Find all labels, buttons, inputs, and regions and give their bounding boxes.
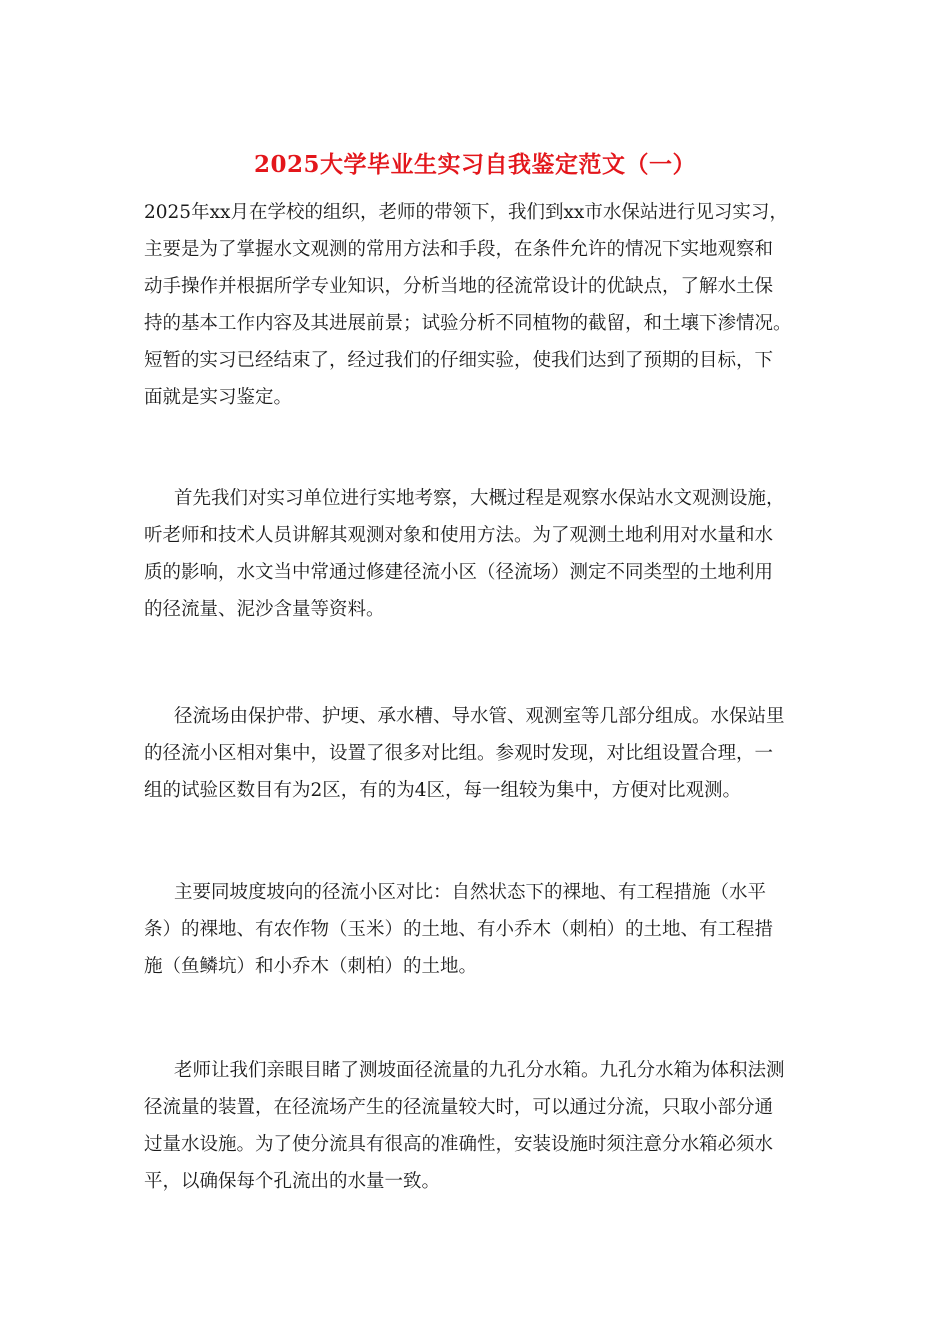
paragraph-site-inspection [144,480,812,628]
paragraph-line: 径流量的装置，在径流场产生的径流量较大时，可以通过分流，只取小部分通 [144,1097,774,1118]
paragraph-line: 条）的裸地、有农作物（玉米）的土地、有小乔木（刺柏）的土地、有工程措 [144,919,774,940]
paragraph-line: 过量水设施。为了使分流具有很高的准确性，安装设施时须注意分水箱必须水 [144,1134,774,1155]
paragraph-line: 动手操作并根据所学专业知识，分析当地的径流常设计的优缺点，了解水土保 [144,276,774,297]
paragraph-line: 的径流量、泥沙含量等资料。 [144,599,385,620]
paragraph-plot-comparison [144,874,812,985]
paragraph-line: 首先我们对实习单位进行实地考察，大概过程是观察水保站水文观测设施， [174,488,785,509]
paragraph-line: 持的基本工作内容及其进展前景；试验分析不同植物的截留，和土壤下渗情况。 [144,313,792,334]
paragraph-runoff-field [144,698,812,809]
paragraph-line: 的径流小区相对集中，设置了很多对比组。参观时发现，对比组设置合理，一 [144,743,774,764]
paragraph-line: 短暂的实习已经结束了，经过我们的仔细实验，使我们达到了预期的目标，下 [144,350,774,371]
paragraph-line: 面就是实习鉴定。 [144,387,293,408]
document-title: 2025大学毕业生实习自我鉴定范文（一） [253,151,696,178]
paragraph-line: 质的影响，水文当中常通过修建径流小区（径流场）测定不同类型的土地利用 [144,562,774,583]
paragraph-line: 主要同坡度坡向的径流小区对比：自然状态下的裸地、有工程措施（水平 [174,882,767,903]
paragraph-line: 听老师和技术人员讲解其观测对象和使用方法。为了观测土地利用对水量和水 [144,525,774,546]
paragraph-line: 径流场由保护带、护埂、承水槽、导水管、观测室等几部分组成。水保站里 [174,706,785,727]
paragraph-line: 施（鱼鳞坑）和小乔木（刺柏）的土地。 [144,956,478,977]
paragraph-line: 2025年xx月在学校的组织，老师的带领下，我们到xx市水保站进行见习实习， [144,202,788,223]
paragraph-line: 平，以确保每个孔流出的水量一致。 [144,1171,441,1192]
paragraph-line: 老师让我们亲眼目睹了测坡面径流量的九孔分水箱。九孔分水箱为体积法测 [174,1060,785,1081]
paragraph-intro [144,194,812,416]
paragraph-line: 组的试验区数目有为2区，有的为4区，每一组较为集中，方便对比观测。 [144,780,742,801]
paragraph-water-divider [144,1052,812,1200]
paragraph-line: 主要是为了掌握水文观测的常用方法和手段，在条件允许的情况下实地观察和 [144,239,774,260]
